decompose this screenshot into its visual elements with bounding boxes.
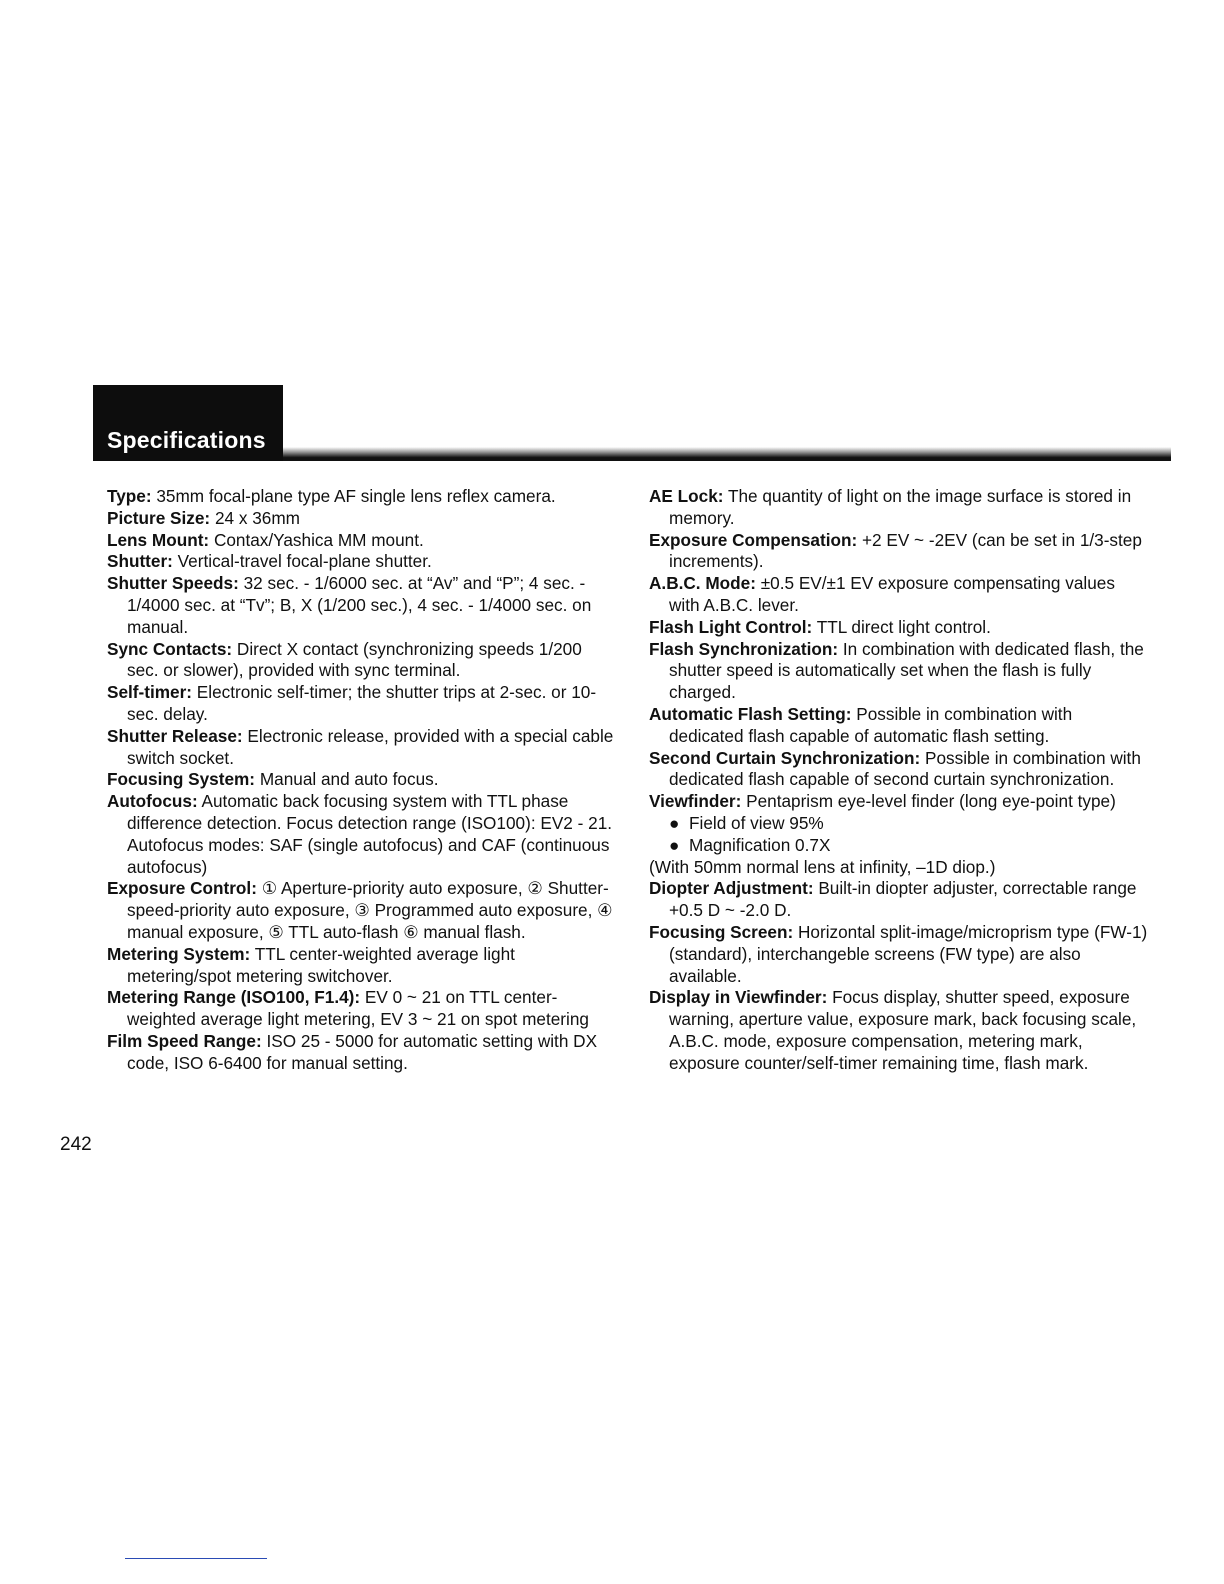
spec-entry bbox=[107, 726, 617, 770]
spec-value: 32 sec. - 1/6000 sec. at “Av” and “P”; 4 sec. - 1/4000 sec. at “Tv”; B, X (1/200 sec.), 4 sec. - 1/4000 sec. on manual. bbox=[127, 573, 592, 637]
spec-entry bbox=[107, 682, 617, 726]
spec-entry bbox=[649, 617, 1149, 639]
spec-value: Manual and auto focus. bbox=[259, 769, 439, 790]
spec-entry bbox=[107, 639, 617, 683]
spec-value: Contax/Yashica MM mount. bbox=[213, 529, 424, 550]
spec-value: Built-in diopter adjuster, correctable range +0.5 D ~ -2.0 D. bbox=[669, 878, 1137, 921]
spec-label: Automatic Flash Setting: bbox=[649, 703, 852, 724]
field-of-view-text: Field of view 95% bbox=[689, 812, 824, 833]
spec-value: Electronic release, provided with a special cable switch socket. bbox=[127, 725, 614, 768]
spec-entry bbox=[107, 508, 617, 530]
spec-label: Autofocus: bbox=[107, 791, 198, 812]
spec-value: ① Aperture-priority auto exposure, ② Shutter-speed-priority auto exposure, ③ Programmed auto exposure, ④ manual exposure, ⑤ TTL auto-flash ⑥ manual flash. bbox=[127, 878, 613, 942]
spec-label: Shutter Release: bbox=[107, 725, 243, 746]
spec-label: Metering System: bbox=[107, 943, 251, 964]
spec-label: A.B.C. Mode: bbox=[649, 573, 756, 594]
spec-value: Electronic self-timer; the shutter trips at 2-sec. or 10-sec. delay. bbox=[127, 682, 597, 724]
spec-label: Second Curtain Synchronization: bbox=[649, 747, 921, 768]
spec-entry bbox=[107, 944, 617, 988]
spec-value: Automatic back focusing system with TTL phase difference detection. Focus detection range (ISO100): EV2 - 21. Autofocus modes: SAF (single autofocus) and CAF (continuous autofocus) bbox=[127, 791, 613, 877]
section-header-rule bbox=[283, 447, 1171, 461]
spec-value: ISO 25 - 5000 for automatic setting with DX code, ISO 6-6400 for manual setting. bbox=[127, 1030, 598, 1073]
bullet-icon: ● bbox=[669, 834, 680, 855]
viewfinder-note: (With 50mm normal lens at infinity, –1D diop.) bbox=[649, 856, 996, 877]
spec-label: AE Lock: bbox=[649, 486, 724, 506]
spec-entry bbox=[107, 878, 617, 943]
spec-label: Flash Synchronization: bbox=[649, 638, 839, 659]
viewfinder-field-of-view bbox=[649, 813, 1149, 835]
spec-entry bbox=[649, 704, 1149, 748]
footer-rule bbox=[125, 1558, 267, 1559]
section-title: Specifications bbox=[107, 427, 266, 453]
spec-entry bbox=[107, 987, 617, 1031]
spec-value: In combination with dedicated flash, the shutter speed is automatically set when the flash is fully charged. bbox=[669, 638, 1144, 703]
spec-value: Vertical-travel focal-plane shutter. bbox=[177, 551, 432, 572]
spec-entry bbox=[649, 573, 1149, 617]
spec-label: Shutter Speeds: bbox=[107, 573, 239, 594]
spec-value: Possible in combination with dedicated flash capable of automatic flash setting. bbox=[669, 703, 1073, 746]
spec-label: Lens Mount: bbox=[107, 529, 210, 550]
spec-entry bbox=[649, 987, 1149, 1074]
spec-value: EV 0 ~ 21 on TTL center-weighted average light metering, EV 3 ~ 21 on spot metering bbox=[127, 987, 589, 1030]
spec-value: ±0.5 EV/±1 EV exposure compensating values with A.B.C. lever. bbox=[669, 573, 1115, 615]
spec-entry bbox=[107, 530, 617, 552]
spec-label: Shutter: bbox=[107, 551, 173, 572]
spec-label: Flash Light Control: bbox=[649, 616, 813, 637]
spec-label: Viewfinder: bbox=[649, 791, 742, 812]
spec-label: Exposure Control: bbox=[107, 878, 257, 899]
right-spec-column bbox=[649, 486, 1149, 1075]
spec-label: Diopter Adjustment: bbox=[649, 878, 814, 899]
spec-value: 24 x 36mm bbox=[214, 507, 300, 528]
spec-label: Type: bbox=[107, 486, 152, 506]
spec-entry bbox=[107, 769, 617, 791]
spec-label: Self-timer: bbox=[107, 682, 192, 703]
spec-entry bbox=[649, 639, 1149, 704]
spec-label: Metering Range (ISO100, F1.4): bbox=[107, 987, 361, 1008]
spec-label: Sync Contacts: bbox=[107, 638, 233, 659]
spec-value: +2 EV ~ -2EV (can be set in 1/3-step increments). bbox=[669, 529, 1142, 572]
spec-label: Film Speed Range: bbox=[107, 1030, 262, 1051]
magnification-text: Magnification 0.7X bbox=[689, 834, 831, 855]
spec-entry bbox=[649, 878, 1149, 922]
bullet-icon: ● bbox=[669, 812, 680, 833]
spec-entry bbox=[107, 1031, 617, 1075]
spec-value: Possible in combination with dedicated flash capable of second curtain synchronization. bbox=[669, 747, 1141, 790]
spec-entry bbox=[107, 486, 617, 508]
spec-entry bbox=[649, 922, 1149, 987]
spec-value: Focus display, shutter speed, exposure warning, aperture value, exposure mark, back focusing scale, A.B.C. mode, exposure compensation, metering mark, exposure counter/self-timer remaining time, flash mark. bbox=[669, 987, 1137, 1073]
spec-value: TTL center-weighted average light metering/spot metering switchover. bbox=[127, 943, 515, 986]
spec-value: Pentaprism eye-level finder (long eye-point type) bbox=[746, 791, 1116, 812]
spec-value: The quantity of light on the image surface is stored in memory. bbox=[669, 486, 1132, 528]
left-spec-column bbox=[107, 486, 617, 1075]
spec-entry bbox=[107, 573, 617, 638]
viewfinder-magnification bbox=[649, 835, 1149, 857]
spec-entry bbox=[649, 530, 1149, 574]
spec-entry bbox=[649, 748, 1149, 792]
page-number: 242 bbox=[60, 1134, 92, 1155]
spec-entry bbox=[649, 791, 1149, 813]
spec-label: Focusing Screen: bbox=[649, 921, 794, 942]
spec-value: Direct X contact (synchronizing speeds 1/200 sec. or slower), provided with sync terminal. bbox=[127, 638, 582, 681]
spec-entry bbox=[649, 486, 1149, 530]
spec-label: Display in Viewfinder: bbox=[649, 987, 828, 1008]
spec-entry bbox=[107, 551, 617, 573]
spec-value: 35mm focal-plane type AF single lens reflex camera. bbox=[156, 486, 556, 506]
spec-label: Exposure Compensation: bbox=[649, 529, 858, 550]
spec-entry bbox=[107, 791, 617, 878]
spec-label: Focusing System: bbox=[107, 769, 256, 790]
spec-label: Picture Size: bbox=[107, 507, 211, 528]
spec-value: Horizontal split-image/microprism type (FW-1) (standard), interchangeble screens (FW type) are also available. bbox=[669, 921, 1148, 986]
spec-value: TTL direct light control. bbox=[816, 616, 991, 637]
